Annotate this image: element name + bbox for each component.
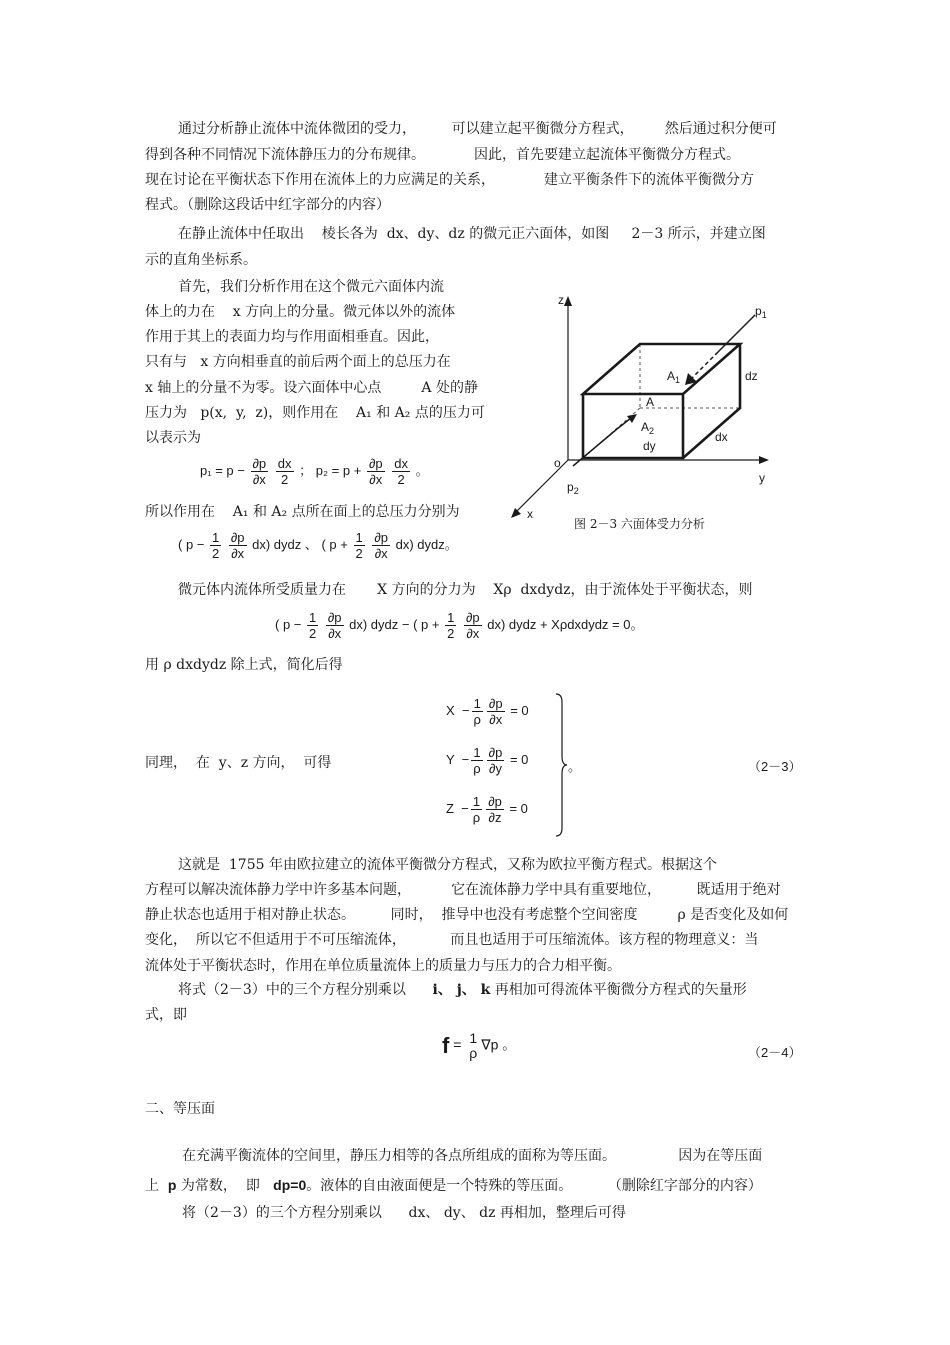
label-y: y xyxy=(759,471,765,485)
label-A1: $A_1$ xyxy=(667,369,681,385)
fraction: $\frac{1}{2}$ xyxy=(355,530,363,561)
para2-line-2: 示的直角坐标系。 xyxy=(145,252,257,268)
label-A2: $A_2$ xyxy=(641,420,655,436)
fraction: $\frac{1}{2}$ xyxy=(447,610,455,641)
p2-arrow-head xyxy=(627,414,637,423)
vector-line-1: 将式（2－3）中的三个方程分别乘以 i、 j、 k 再相加可得流体平衡微分方程式的矢量形 xyxy=(178,982,747,998)
eq-p2-lhs: p₂ = p + xyxy=(315,462,362,478)
system-end: 。 xyxy=(568,759,582,774)
euler-line-1: 这就是 1755 年由欧拉建立的流体平衡微分方程式，又称为欧拉平衡方程式。根据这个 xyxy=(178,857,717,873)
fraction: $\frac{1}{2}$ xyxy=(212,530,220,561)
equation-number-2-4: （2－4） xyxy=(748,1045,802,1060)
para3-line-4: 只有与 x 方向相垂直的前后两个面上的总压力在 xyxy=(145,354,451,370)
vector-line-2: 式，即 xyxy=(145,1007,187,1023)
fraction: $\frac{\partial p}{\partial x}$ xyxy=(488,696,503,727)
fraction: $\frac{dx}{2}$ xyxy=(394,456,408,487)
eq-p1-lhs: p₁ = p − xyxy=(200,462,245,478)
equation-balance: ( p − $\frac{1}{2}$ $\frac{\partial p}{\partial x}$ dx) dydz − ( p + $\frac{1}{2}$ $\frac{\partial p}{\partial x}$ dx) dydz + Xρdxdydz = 0。 xyxy=(275,610,644,641)
x-axis-arrow xyxy=(511,508,521,518)
para2-line-1: 在静止流体中任取出 棱长各为 dx、dy、dz 的微元正六面体，如图 2－3 所示，并建立图 xyxy=(178,226,766,242)
fraction: $\frac{1}{2}$ xyxy=(309,610,317,641)
fraction: $\frac{\partial p}{\partial y}$ xyxy=(488,745,503,776)
fraction: $\frac{\partial p}{\partial x}$ xyxy=(327,610,342,641)
eq-separator: ； xyxy=(299,462,313,478)
fraction: $\frac{1}{\rho}$ xyxy=(473,745,481,776)
fraction: $\frac{dx}{2}$ xyxy=(277,456,292,487)
euler-line-5: 流体处于平衡状态时，作用在单位质量流体上的质量力与压力的合力相平衡。 xyxy=(145,958,621,974)
euler-line-4: 变化， 所以它不但适用于不可压缩流体， 而且也适用于可压缩流体。该方程的物理意义：当 xyxy=(145,932,759,948)
figure-caption: 图 2－3 六面体受力分析 xyxy=(574,517,705,531)
fraction: $\frac{\partial p}{\partial x}$ xyxy=(368,456,383,487)
y-axis-arrow xyxy=(759,456,769,464)
system-eq-y: Y − $\frac{1}{\rho}$ $\frac{\partial p}{\partial y}$ = 0 xyxy=(446,745,529,776)
euler-line-2: 方程可以解决流体静力学中许多基本问题， 它在流体静力学中具有重要地位， 既适用于绝对 xyxy=(145,882,781,898)
mass-force-line: 微元体内流体所受质量力在 X 方向的分力为 Xρ dxdydz，由于流体处于平衡状态，则 xyxy=(178,582,753,598)
divide-line: 用 ρ dxdydz 除上式，简化后得 xyxy=(145,657,343,673)
ijk-vectors: i、 j、 k xyxy=(432,982,491,998)
para3-line-5: x 轴上的分量不为零。设六面体中心点 A 处的静 xyxy=(145,380,478,396)
label-dy: dy xyxy=(643,439,656,453)
para3-line-6: 压力为 p(x, y, z)，则作用在 A₁ 和 A₂ 点的压力可 xyxy=(145,405,485,421)
para3-line-7: 以表示为 xyxy=(145,430,201,446)
total-pressure-line: 所以作用在 A₁ 和 A₂ 点所在面上的总压力分别为 xyxy=(145,504,460,520)
p2-arrow-shaft-inner xyxy=(617,418,631,429)
fraction: 1 ρ xyxy=(469,1030,478,1061)
fraction: $\frac{1}{\rho}$ xyxy=(473,696,481,727)
equation-p1-p2: p₁ = p − $\frac{\partial p}{\partial x}$ $\frac{dx}{2}$ ； p₂ = p + $\frac{\partial p}{\partial x}$ $\frac{dx}{2}$ 。 xyxy=(200,456,429,487)
label-x: x xyxy=(527,507,533,521)
equation-number-2-3: （2－3） xyxy=(748,759,802,774)
equation-vector: f = 1 ρ ∇p 。 xyxy=(442,1030,517,1061)
para3-line-1: 首先，我们分析作用在这个微元六面体内流 xyxy=(178,279,444,295)
iso-line-2: 上 p 为常数， 即 dp=0。液体的自由液面便是一个特殊的等压面。 （删除红字部分的内容） xyxy=(145,1177,762,1194)
fraction: $\frac{\partial p}{\partial x}$ xyxy=(465,610,480,641)
system-eq-x: X − $\frac{1}{\rho}$ $\frac{\partial p}{\partial x}$ = 0 xyxy=(446,696,529,727)
label-p2: $p_2$ xyxy=(567,480,579,496)
label-A: A xyxy=(646,395,655,409)
label-dx: dx xyxy=(715,430,728,444)
fraction: $\frac{\partial p}{\partial x}$ xyxy=(374,530,389,561)
fraction: $\frac{\partial p}{\partial x}$ xyxy=(230,530,245,561)
fraction: $\frac{1}{\rho}$ xyxy=(472,794,481,825)
fraction: $\frac{\partial p}{\partial x}$ xyxy=(252,456,267,487)
label-p1: $p_1$ xyxy=(755,304,767,320)
equation-total-pressure: ( p − $\frac{1}{2}$ $\frac{\partial p}{\partial x}$ dx) dydz 、 ( p + $\frac{1}{2}$ $\frac{\partial p}{\partial x}$ dx) dydz。 xyxy=(178,530,458,561)
para3-line-3: 作用于其上的表面力均与作用面相垂直。因此， xyxy=(145,329,439,345)
intro-line-4: 程式。（删除这段话中红字部分的内容） xyxy=(145,197,390,213)
label-z: z xyxy=(558,293,564,307)
para3-line-2: 体上的力在 x 方向上的分量。微元体以外的流体 xyxy=(145,304,456,320)
fraction: $\frac{\partial p}{\partial z}$ xyxy=(488,794,502,825)
box-right-edges xyxy=(683,344,740,458)
intro-line-2: 得到各种不同情况下流体静压力的分布规律。 因此，首先要建立起流体平衡微分方程式。 xyxy=(145,147,740,163)
label-origin: o xyxy=(554,456,561,470)
intro-line-3: 现在讨论在平衡状态下作用在流体上的力应满足的关系， 建立平衡条件下的流体平衡微分方 xyxy=(145,172,754,188)
z-axis-arrow xyxy=(564,296,572,306)
section-heading: 二、等压面 xyxy=(145,1101,215,1117)
system-eq-z: Z − $\frac{1}{\rho}$ $\frac{\partial p}{\partial z}$ = 0 xyxy=(446,794,528,825)
label-dz: dz xyxy=(745,369,758,383)
iso-line-3: 将（2－3）的三个方程分别乘以 dx、 dy、 dz 再相加，整理后可得 xyxy=(182,1205,626,1221)
euler-line-3: 静止状态也适用于相对静止状态。 同时， 推导中也没有考虑整个空间密度 ρ 是否变化及如何 xyxy=(145,907,789,923)
same-line: 同理， 在 y、z 方向， 可得 xyxy=(145,755,332,771)
hexahedron-figure xyxy=(505,290,795,525)
iso-line-1: 在充满平衡流体的空间里，静压力相等的各点所组成的面称为等压面。 因为在等压面 xyxy=(182,1148,763,1164)
intro-line-1: 通过分析静止流体中流体微团的受力， 可以建立起平衡微分方程式， 然后通过积分便可 xyxy=(178,121,777,137)
